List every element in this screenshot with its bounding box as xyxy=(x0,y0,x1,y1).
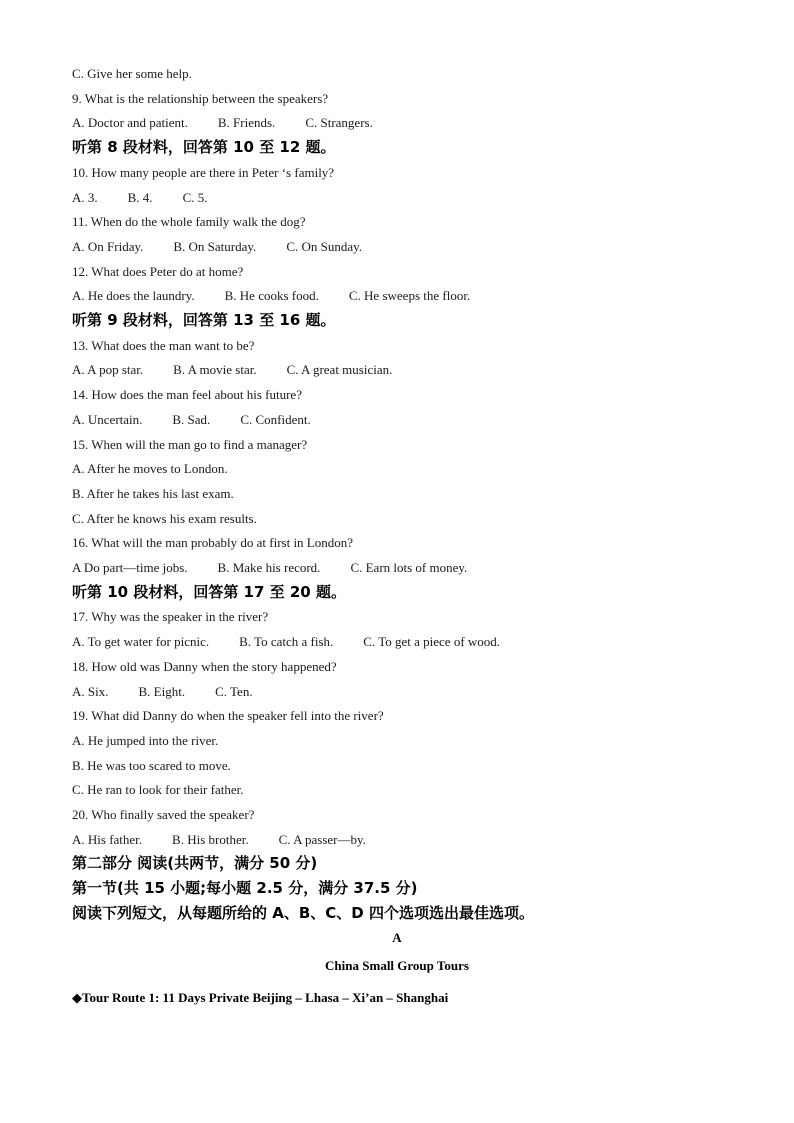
q19-option-b: B. He was too scared to move. xyxy=(72,758,231,773)
q17-option-b: B. To catch a fish. xyxy=(239,634,334,649)
q14-option-a: A. Uncertain. xyxy=(72,412,143,427)
q10-question: 10. How many people are there in Peter ‘s family? xyxy=(72,165,335,180)
q17-option-a: A. To get water for picnic. xyxy=(72,634,210,649)
q13-option-a: A. A pop star. xyxy=(72,362,144,377)
q11-option-c: C. On Sunday. xyxy=(286,239,363,254)
q9-option-b: B. Friends. xyxy=(217,115,276,130)
q12-option-c: C. He sweeps the floor. xyxy=(348,288,471,303)
q16-option-b: B. Make his record. xyxy=(217,560,321,575)
tour-route-1: ◆Tour Route 1: 11 Days Private Beijing – Lhasa – Xi’an – Shanghai xyxy=(72,990,449,1005)
q14-option-b: B. Sad. xyxy=(172,412,211,427)
q19-option-c: C. He ran to look for their father. xyxy=(72,782,244,797)
q11-options xyxy=(72,239,754,255)
q13-option-c: C. A great musician. xyxy=(286,362,393,377)
section10-header: 听第 10 段材料，回答第 17 至 20 题。 xyxy=(72,583,346,601)
q13-option-b: B. A movie star. xyxy=(173,362,257,377)
q10-option-b: B. 4. xyxy=(127,190,153,205)
passage-title: China Small Group Tours xyxy=(325,958,469,973)
q12-option-a: A. He does the laundry. xyxy=(72,288,195,303)
section9-header: 听第 9 段材料，回答第 13 至 16 题。 xyxy=(72,311,336,329)
q9-option-c: C. Strangers. xyxy=(305,115,373,130)
q10-options xyxy=(72,190,754,206)
part2-instruction: 阅读下列短文，从每题所给的 A、B、C、D 四个选项选出最佳选项。 xyxy=(72,904,534,922)
part2-section1-header: 第一节(共 15 小题;每小题 2.5 分，满分 37.5 分) xyxy=(72,879,418,897)
q16-question: 16. What will the man probably do at first in London? xyxy=(72,535,354,550)
q16-option-c: C. Earn lots of money. xyxy=(350,560,468,575)
q12-options xyxy=(72,288,754,304)
q18-options xyxy=(72,684,754,700)
q15-option-c: C. After he knows his exam results. xyxy=(72,511,257,526)
q12-question: 12. What does Peter do at home? xyxy=(72,264,244,279)
q15-option-b: B. After he takes his last exam. xyxy=(72,486,234,501)
q14-option-c: C. Confident. xyxy=(240,412,311,427)
q20-option-a: A. His father. xyxy=(72,832,143,847)
q18-option-a: A. Six. xyxy=(72,684,109,699)
q12-option-b: B. He cooks food. xyxy=(224,288,319,303)
q14-question: 14. How does the man feel about his future? xyxy=(72,387,302,402)
q10-option-c: C. 5. xyxy=(182,190,208,205)
q20-options xyxy=(72,832,754,848)
q11-option-b: B. On Saturday. xyxy=(173,239,257,254)
q19-option-a: A. He jumped into the river. xyxy=(72,733,219,748)
q14-options xyxy=(72,412,754,428)
q11-option-a: A. On Friday. xyxy=(72,239,144,254)
section8-header: 听第 8 段材料，回答第 10 至 12 题。 xyxy=(72,138,336,156)
q15-question: 15. When will the man go to find a manager? xyxy=(72,437,308,452)
q17-option-c: C. To get a piece of wood. xyxy=(363,634,501,649)
q13-options xyxy=(72,362,754,378)
q9-option-a: A. Doctor and patient. xyxy=(72,115,188,130)
part2-header: 第二部分 阅读(共两节，满分 50 分) xyxy=(72,854,318,872)
q9-options xyxy=(72,115,754,131)
q11-question: 11. When do the whole family walk the dog? xyxy=(72,214,306,229)
q18-option-c: C. Ten. xyxy=(215,684,253,699)
q17-question: 17. Why was the speaker in the river? xyxy=(72,609,269,624)
q15-option-a: A. After he moves to London. xyxy=(72,461,228,476)
q18-question: 18. How old was Danny when the story happened? xyxy=(72,659,337,674)
q13-question: 13. What does the man want to be? xyxy=(72,338,255,353)
q16-option-a: A Do part—time jobs. xyxy=(72,560,188,575)
q19-question: 19. What did Danny do when the speaker fell into the river? xyxy=(72,708,384,723)
q17-options xyxy=(72,634,754,650)
q18-option-b: B. Eight. xyxy=(138,684,186,699)
passage-letter: A xyxy=(392,930,402,945)
q8-option-c: C. Give her some help. xyxy=(72,66,192,81)
q16-options xyxy=(72,560,754,576)
q10-option-a: A. 3. xyxy=(72,190,98,205)
q20-option-c: C. A passer—by. xyxy=(278,832,366,847)
q20-option-b: B. His brother. xyxy=(172,832,249,847)
q9-question: 9. What is the relationship between the speakers? xyxy=(72,91,329,106)
q20-question: 20. Who finally saved the speaker? xyxy=(72,807,255,822)
